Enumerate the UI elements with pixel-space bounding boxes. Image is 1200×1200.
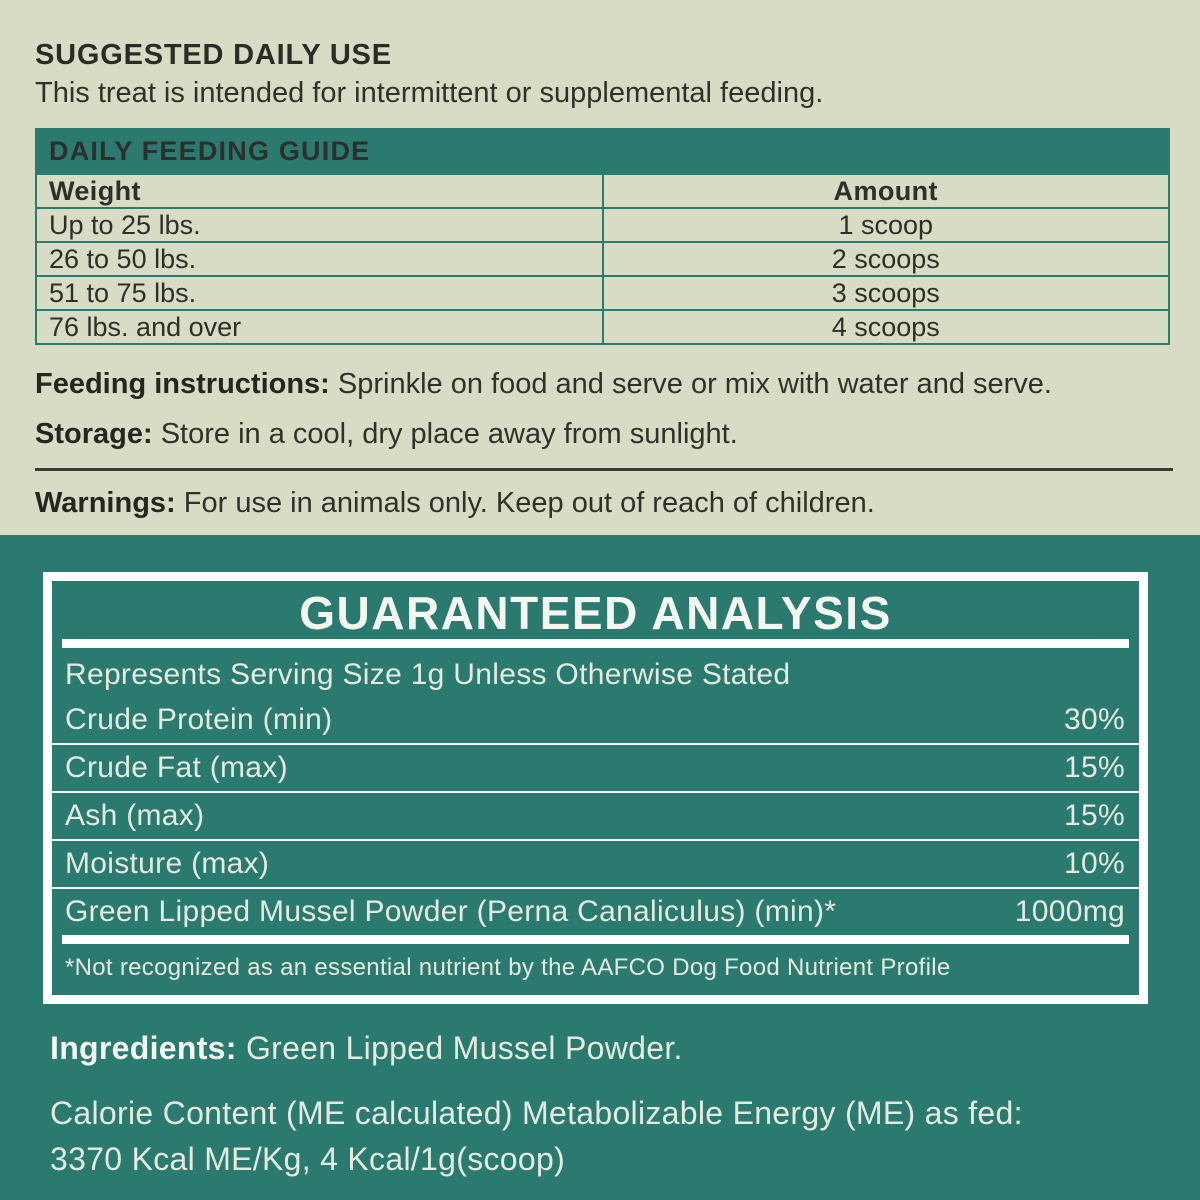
guaranteed-analysis-title: GUARANTEED ANALYSIS xyxy=(299,587,892,639)
suggested-daily-use-title: SUGGESTED DAILY USE xyxy=(35,39,392,71)
warnings-label: Warnings: xyxy=(35,487,176,519)
guaranteed-analysis-section xyxy=(0,572,1200,1200)
feeding-guide-title: DAILY FEEDING GUIDE xyxy=(36,129,1169,174)
warnings xyxy=(35,485,1170,521)
calorie-line-1: Calorie Content (ME calculated) Metabolizable Energy (ME) as fed: xyxy=(50,1095,1023,1131)
amount-cell: 2 scoops xyxy=(603,242,1170,276)
analysis-row xyxy=(52,889,1139,935)
suggested-daily-use-subtitle: This treat is intended for intermittent or supplemental feeding. xyxy=(35,77,824,109)
column-header-amount: Amount xyxy=(603,174,1170,208)
warnings-text: For use in animals only. Keep out of reach of children. xyxy=(183,487,875,519)
weight-cell: 76 lbs. and over xyxy=(36,310,603,344)
weight-cell: 51 to 75 lbs. xyxy=(36,276,603,310)
guaranteed-analysis-box xyxy=(43,572,1148,1004)
warnings-divider xyxy=(35,468,1173,471)
amount-cell: 1 scoop xyxy=(603,208,1170,242)
feeding-guide-title-row xyxy=(36,129,1169,174)
analysis-label: Green Lipped Mussel Powder (Perna Canaliculus) (min)* xyxy=(65,895,837,928)
analysis-row xyxy=(52,841,1139,889)
analysis-row xyxy=(52,793,1139,841)
analysis-label: Moisture (max) xyxy=(65,847,270,880)
storage-text: Store in a cool, dry place away from sunlight. xyxy=(160,418,738,450)
storage-instructions xyxy=(35,416,1170,452)
title-rule xyxy=(62,639,1129,648)
table-row xyxy=(36,242,1169,276)
weight-cell: 26 to 50 lbs. xyxy=(36,242,603,276)
analysis-label: Ash (max) xyxy=(65,799,205,832)
weight-cell: Up to 25 lbs. xyxy=(36,208,603,242)
suggested-daily-use-section xyxy=(0,0,1200,535)
ingredients-text: Green Lipped Mussel Powder. xyxy=(245,1030,683,1066)
feeding-guide-header-row xyxy=(36,174,1169,208)
footnote-rule xyxy=(62,935,1129,944)
feeding-instructions-text: Sprinkle on food and serve or mix with water and serve. xyxy=(337,368,1052,400)
analysis-value: 1000mg xyxy=(1014,895,1125,928)
ingredients-label: Ingredients: xyxy=(50,1030,237,1066)
feeding-instructions xyxy=(35,366,1170,402)
serving-size-note: Represents Serving Size 1g Unless Otherwise Stated xyxy=(65,658,791,691)
column-header-weight: Weight xyxy=(36,174,603,208)
analysis-label: Crude Fat (max) xyxy=(65,751,288,784)
calorie-line-2: 3370 Kcal ME/Kg, 4 Kcal/1g(scoop) xyxy=(50,1141,566,1177)
table-row xyxy=(36,276,1169,310)
calorie-content xyxy=(50,1090,1160,1182)
amount-cell: 3 scoops xyxy=(603,276,1170,310)
daily-feeding-guide-table xyxy=(35,128,1170,345)
storage-label: Storage: xyxy=(35,418,153,450)
ingredients xyxy=(50,1028,1160,1068)
aafco-footnote: *Not recognized as an essential nutrient by the AAFCO Dog Food Nutrient Profile xyxy=(65,954,951,981)
analysis-row xyxy=(52,745,1139,793)
amount-cell: 4 scoops xyxy=(603,310,1170,344)
analysis-value: 15% xyxy=(1064,799,1125,832)
feeding-instructions-label: Feeding instructions: xyxy=(35,368,330,400)
table-row xyxy=(36,208,1169,242)
analysis-label: Crude Protein (min) xyxy=(65,703,333,736)
table-row xyxy=(36,310,1169,344)
analysis-value: 30% xyxy=(1064,703,1125,736)
analysis-row xyxy=(52,697,1139,745)
analysis-value: 15% xyxy=(1064,751,1125,784)
analysis-value: 10% xyxy=(1064,847,1125,880)
